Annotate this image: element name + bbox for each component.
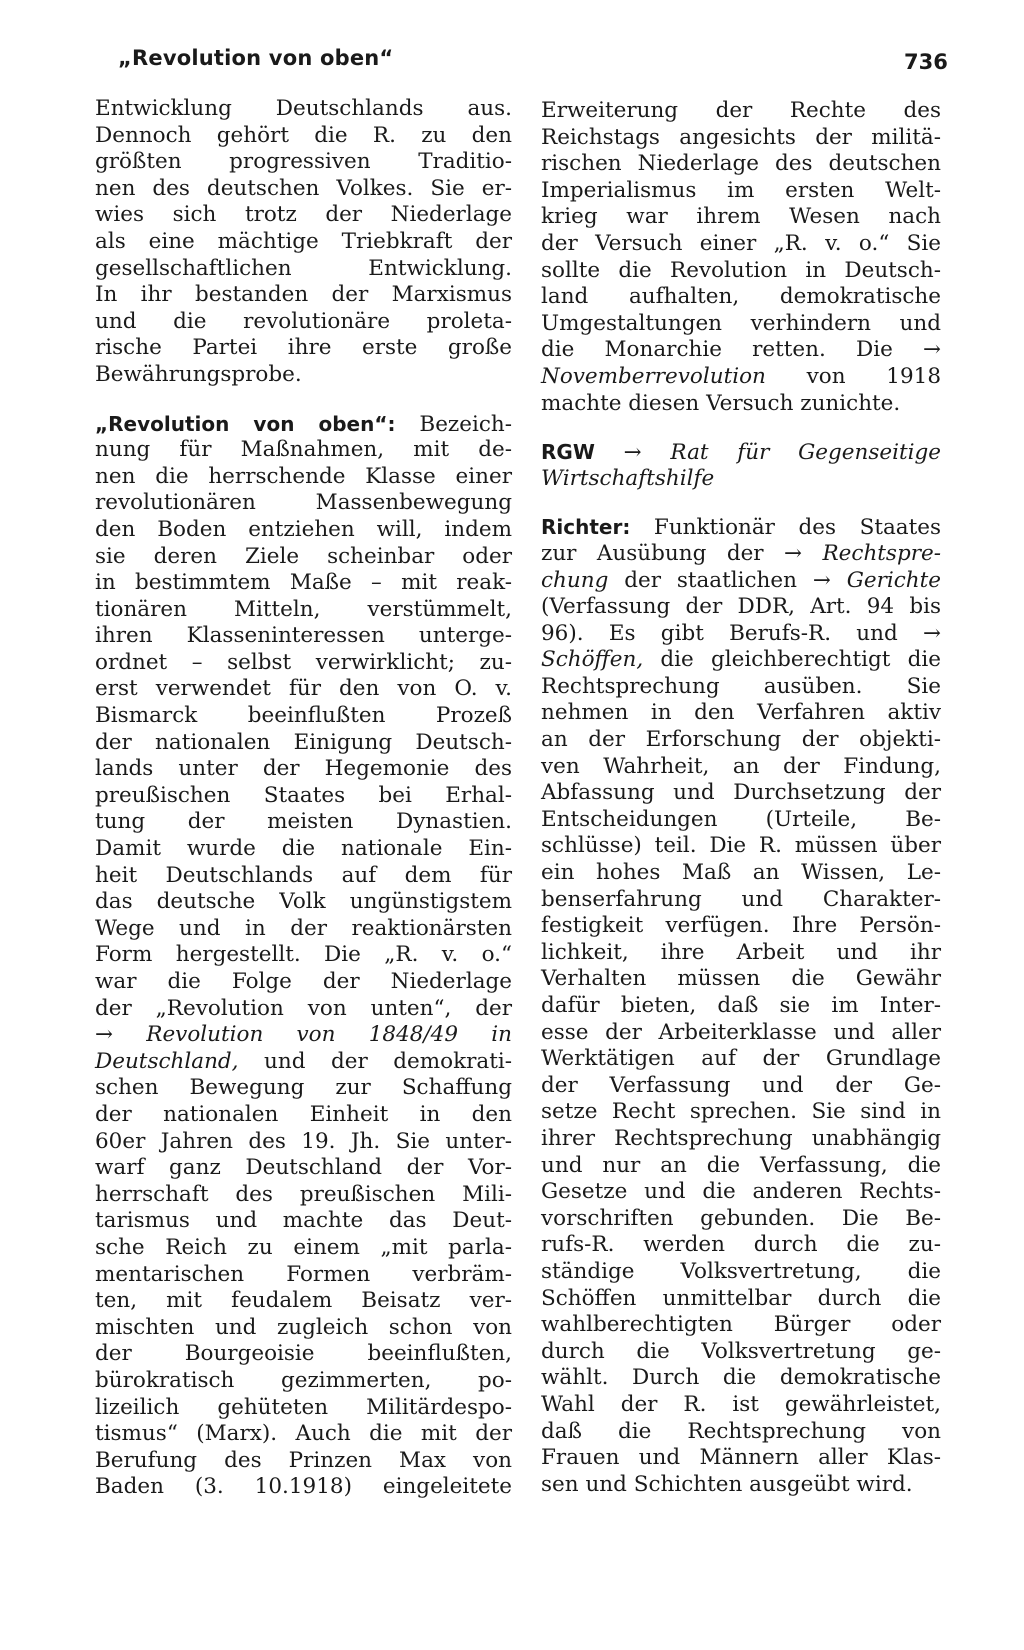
cross-reference-link[interactable]: Gerichte [830,567,941,593]
left-column [95,96,512,1501]
text-line: setze Recht sprechen. Sie sind in [541,1099,941,1125]
text-line: erst verwendet für den von O. v. [95,676,512,702]
text-line: Rechtsprechung ausüben. Sie [541,673,941,699]
text-line: land aufhalten, demokratische [541,284,941,310]
text-line: Deutschland, und der demokrati- [95,1048,512,1074]
page-number: 736 [904,50,948,74]
text-line [541,439,941,466]
text-line: und die revolutionäre proleta- [95,308,512,334]
text-line: rischen Niederlage des deutschen [541,151,941,177]
text-line: mischten und zugleich schon von [95,1314,512,1340]
text-line: an der Erforschung der objekti- [541,727,941,753]
entry-rgw [541,439,941,492]
cross-reference-arrow-icon: → [922,620,941,646]
text-line: wählt. Durch die demokratische [541,1365,941,1391]
text-line: sie deren Ziele scheinbar oder [95,543,512,569]
text-line: gesellschaftlichen Entwicklung. [95,255,512,281]
text-line [541,466,941,493]
text-line: sollte die Revolution in Deutsch- [541,257,941,283]
text-line: nehmen in den Verfahren aktiv [541,700,941,726]
cross-reference-arrow-icon: → [922,337,941,363]
text-line: Reichstags angesichts der militä- [541,124,941,150]
cross-reference-link[interactable]: Novemberrevolution [541,363,766,389]
text-line: mentarischen Formen verbräm- [95,1261,512,1287]
text-line: heit Deutschlands auf dem für [95,862,512,888]
text-line: Form hergestellt. Die „R. v. o.“ [95,942,512,968]
text-line: Erweiterung der Rechte des [541,98,941,123]
text-line: tung der meisten Dynastien. [95,809,512,835]
text-line: Gesetze und die anderen Rechts- [541,1179,941,1205]
cross-reference-link[interactable]: Revolution von 1848/49 in [113,1022,512,1048]
text-line: (Verfassung der DDR, Art. 94 bis [541,594,941,620]
text-line: in bestimmtem Maße – mit reak- [95,570,512,596]
cross-reference-line [95,1022,512,1049]
text-line: schlüsse) teil. Die R. müssen über [541,833,941,859]
text-line: Werktätigen auf der Grundlage [541,1046,941,1072]
text-line: schen Bewegung zur Schaffung [95,1075,512,1101]
text-line: als eine mächtige Triebkraft der [95,228,512,254]
running-head: „Revolution von oben“ [118,46,394,70]
text-line: der nationalen Einigung Deutsch- [95,729,512,755]
text-line: lands unter der Hegemonie des [95,756,512,782]
text-line: machte diesen Versuch zunichte. [541,390,901,416]
text-line: 60er Jahren des 19. Jh. Sie unter- [95,1128,512,1154]
text-line: 96). Es gibt Berufs-R. und → [541,620,941,646]
text-line: sche Reich zu einem „mit parla- [95,1234,512,1260]
text-line: revolutionären Massenbewegung [95,490,512,516]
text-line: und nur an die Verfassung, die [541,1152,941,1178]
text-line: esse der Arbeiterklasse und aller [541,1019,941,1045]
text-line: vorschriften gebunden. Die Be- [541,1205,941,1231]
text-line: warf ganz Deutschland der Vor- [95,1155,512,1181]
cross-reference-arrow-icon: → [95,1022,114,1048]
text-line: lichkeit, ihre Arbeit und ihr [541,939,941,965]
text-line: die Monarchie retten. Die → [541,337,941,363]
text-line: wahlberechtigten Bürger oder [541,1312,941,1338]
text-line: nung für Maßnahmen, mit de- [95,437,512,463]
entry-headword: RGW [541,440,595,465]
text-line: war die Folge der Niederlage [95,969,512,994]
text-line: wies sich trotz der Niederlage [95,202,512,228]
text-line: sen und Schichten ausgeübt wird. [541,1471,913,1497]
text-line: preußischen Staates bei Erhal- [95,782,512,808]
text-line: rische Partei ihre erste große [95,335,512,361]
text-line: ihren Klasseninteressen unterge- [95,623,512,649]
cross-reference-arrow-icon: → [784,540,803,566]
text-line: In ihr bestanden der Marxismus [95,282,512,308]
cross-reference-link[interactable]: Wirtschaftshilfe [541,465,715,491]
continuation-paragraph [541,98,941,417]
text-line: Damit wurde die nationale Ein- [95,836,512,862]
text-line: Schöffen, die gleichberechtigt die [541,647,941,673]
text-line: Entwicklung Deutschlands aus. [95,96,512,121]
cross-reference-link[interactable]: Schöffen, [541,647,644,673]
text-line: Bewährungsprobe. [95,361,302,387]
text-line: Frauen und Männern aller Klas- [541,1445,941,1471]
cross-reference-arrow-icon: → [623,440,642,466]
cross-reference-link[interactable]: Deutschland, [95,1048,239,1074]
text-line: nen des deutschen Volkes. Sie er- [95,175,512,201]
text-line: Baden (3. 10.1918) eingeleitete [95,1474,512,1500]
text-line: Verhalten müssen die Gewähr [541,966,941,992]
text-line: Abfassung und Durchsetzung der [541,780,941,806]
text-line: Dennoch gehört die R. zu den [95,122,512,148]
text-line: ständige Volksvertretung, die [541,1258,941,1284]
text-line: festigkeit verfügen. Ihre Persön- [541,913,941,939]
text-line: Richter: Funktionär des Staates [541,515,941,541]
text-line: ihrer Rechtsprechung unabhängig [541,1125,941,1151]
text-line: der Bourgeoisie beeinflußten, [95,1341,512,1367]
right-column [541,98,941,1498]
text-line: ordnet – selbst verwirklicht; zu- [95,649,512,675]
text-line: tismus“ (Marx). Auch die mit der [95,1421,512,1447]
text-line: Schöffen unmittelbar durch die [541,1285,941,1311]
text-line: benserfahrung und Charakter- [541,886,941,912]
cross-reference-arrow-icon: → [812,567,831,593]
text-line: den Boden entziehen will, indem [95,516,512,542]
text-line: durch die Volksvertretung ge- [541,1338,941,1364]
text-line: der „Revolution von unten“, der [95,995,512,1021]
text-line: Novemberrevolution von 1918 [541,363,941,389]
cross-reference-link[interactable]: Rat für Gegenseitige [641,440,941,466]
text-line: Berufung des Prinzen Max von [95,1447,512,1473]
text-line: dafür bieten, daß sie im Inter- [541,993,941,1018]
text-line: tarismus und machte das Deut- [95,1208,512,1234]
text-line: Imperialismus im ersten Welt- [541,177,941,203]
text-line: das deutsche Volk ungünstigstem [95,889,512,915]
text-line: bürokratisch gezimmerten, po- [95,1367,512,1393]
text-line: herrschaft des preußischen Mili- [95,1181,512,1207]
text-line: chung der staatlichen → Gerichte [541,567,941,593]
cross-reference-link[interactable]: Rechtspre- [802,540,941,566]
text-line: Wahl der R. ist gewährleistet, [541,1391,941,1417]
text-line: ein hohes Maß an Wissen, Le- [541,860,941,886]
text-line: rufs-R. werden durch die zu- [541,1232,941,1258]
text-line: ven Wahrheit, an der Findung, [541,753,941,779]
text-line: Bismarck beeinflußten Prozeß [95,703,512,729]
text-line: daß die Rechtsprechung von [541,1418,941,1444]
text-line: lizeilich gehüteten Militärdespo- [95,1394,512,1420]
continuation-paragraph [95,96,512,389]
text-line: Umgestaltungen verhindern und [541,310,941,336]
text-line: tionären Mitteln, verstümmelt, [95,596,512,622]
text-line: nen die herrschende Klasse einer [95,463,512,489]
text-line: ten, mit feudalem Beisatz ver- [95,1288,512,1314]
cross-reference-link[interactable]: chung [541,567,609,593]
entry-richter [541,514,941,1498]
text-line: Wege und in der reaktionärsten [95,915,512,941]
entry-headword: „Revolution von oben“: [95,411,396,436]
text-line: der nationalen Einheit in den [95,1101,512,1127]
text-line: Entscheidungen (Urteile, Be- [541,806,941,832]
text-line: der Versuch einer „R. v. o.“ Sie [541,230,941,256]
text-line: größten progressiven Traditio- [95,149,512,175]
text-line: krieg war ihrem Wesen nach [541,204,941,230]
text-line: zur Ausübung der → Rechtspre- [541,540,941,566]
text-line: der Verfassung und der Ge- [541,1072,941,1098]
entry-revolution-von-oben [95,411,512,1501]
entry-headword: Richter: [541,515,631,540]
text-line: „Revolution von oben“: Bezeich- [95,411,512,437]
